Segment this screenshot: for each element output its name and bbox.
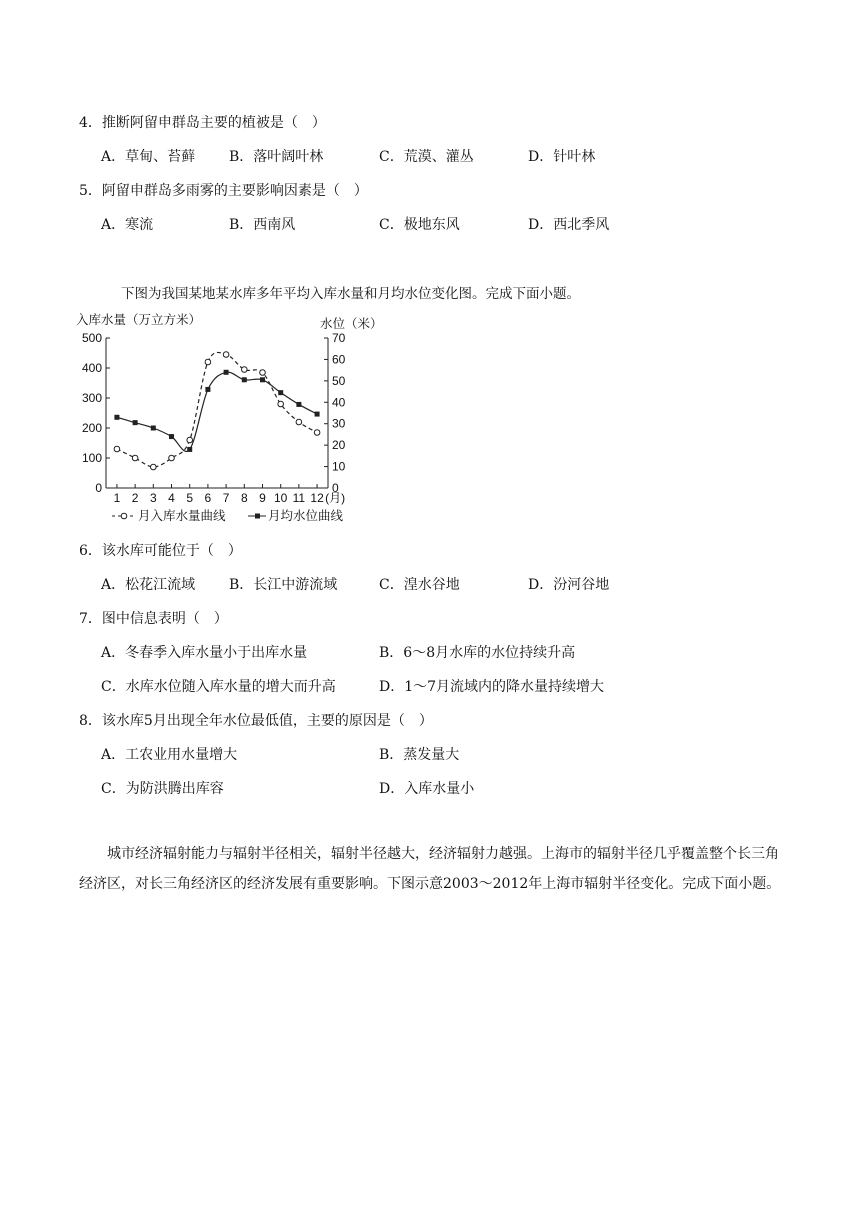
x-tick-label: 12 bbox=[310, 491, 324, 505]
water-level-data-point bbox=[205, 387, 210, 392]
inflow-data-point bbox=[187, 437, 193, 443]
water-level-data-point bbox=[169, 434, 174, 439]
y-right-tick-label: 0 bbox=[332, 481, 339, 495]
inflow-data-point bbox=[132, 455, 138, 461]
reservoir-intro-text: 下图为我国某地某水库多年平均入库水量和月均水位变化图。完成下面小题。 bbox=[121, 286, 580, 302]
question-4-option-a: A．草甸、苔藓 bbox=[101, 149, 196, 165]
x-tick-label: 7 bbox=[222, 491, 230, 505]
y-right-tick-label: 40 bbox=[332, 395, 346, 410]
question-6-option-b: B．长江中游流域 bbox=[229, 577, 338, 593]
water-level-data-point bbox=[187, 447, 192, 452]
x-tick-label: 6 bbox=[204, 491, 212, 505]
y-right-tick-label: 30 bbox=[332, 416, 346, 431]
question-8-option-c: C．为防洪腾出库容 bbox=[101, 781, 224, 797]
chart-legend bbox=[112, 508, 344, 523]
question-7-option-a: A．冬春季入库水量小于出库水量 bbox=[101, 645, 308, 661]
series-line-1 bbox=[117, 352, 317, 467]
question-6-option-d: D．汾河谷地 bbox=[528, 577, 610, 593]
y-left-tick-label: 400 bbox=[81, 361, 102, 375]
y-right-tick-label: 50 bbox=[332, 373, 346, 388]
legend-inflow-swatch-marker bbox=[121, 513, 127, 519]
question-8-option-b: B．蒸发量大 bbox=[379, 747, 460, 763]
question-7-option-b: B．6～8月水库的水位持续升高 bbox=[379, 645, 576, 661]
question-8-stem: 8．该水库5月出现全年水位最低值，主要的原因是（ ） bbox=[79, 713, 433, 729]
water-level-data-point bbox=[114, 415, 119, 420]
chart-series bbox=[114, 352, 320, 470]
x-tick-label: 10 bbox=[274, 491, 288, 505]
water-level-data-point bbox=[296, 402, 301, 407]
question-7-stem: 7．图中信息表明（ ） bbox=[79, 611, 228, 627]
question-5-option-a: A．寒流 bbox=[101, 217, 154, 233]
question-4-option-b: B．落叶阔叶林 bbox=[229, 149, 324, 165]
legend-inflow-label: 月入库水量曲线 bbox=[138, 509, 226, 523]
water-level-data-point bbox=[260, 377, 265, 382]
shanghai-intro-text: 城市经济辐射能力与辐射半径相关，辐射半径越大，经济辐射力越强。上海市的辐射半径几乎覆盖整个长三角经济区，对长三角经济区的经济发展有重要影响。下图示意2003～2012年上海市辐射半径变化。完成下面小题。 bbox=[79, 846, 781, 892]
legend-level-swatch-marker bbox=[255, 514, 260, 519]
x-tick-label: 9 bbox=[259, 491, 266, 505]
y-right-tick-label: 70 bbox=[332, 331, 346, 345]
chart-axes bbox=[82, 331, 346, 505]
inflow-data-point bbox=[151, 464, 157, 470]
question-5-option-b: B．西南风 bbox=[229, 217, 296, 233]
question-6-option-c: C．湟水谷地 bbox=[379, 577, 460, 593]
x-tick-label: 1 bbox=[113, 491, 121, 505]
inflow-data-point bbox=[114, 446, 120, 452]
y-left-tick-label: 200 bbox=[81, 421, 102, 435]
x-tick-label: 3 bbox=[149, 491, 157, 505]
legend-level-label: 月均水位曲线 bbox=[268, 509, 344, 523]
shanghai-intro-paragraph bbox=[79, 839, 781, 899]
question-4-option-c: C．荒漠、灌丛 bbox=[379, 149, 474, 165]
y-left-tick-label: 0 bbox=[95, 481, 102, 495]
water-level-data-point bbox=[224, 370, 229, 375]
x-tick-label: 11 bbox=[292, 491, 306, 505]
question-6-option-a: A．松花江流域 bbox=[101, 577, 196, 593]
question-5-stem: 5．阿留申群岛多雨雾的主要影响因素是（ ） bbox=[79, 183, 368, 199]
y-left-tick-label: 500 bbox=[81, 331, 102, 345]
inflow-data-point bbox=[205, 359, 211, 365]
water-level-data-point bbox=[242, 377, 247, 382]
x-tick-label: 5 bbox=[186, 491, 194, 505]
x-axis-unit-label: (月) bbox=[325, 491, 346, 505]
question-4-stem: 4．推断阿留申群岛主要的植被是（ ） bbox=[79, 115, 326, 131]
question-5-option-c: C．极地东风 bbox=[379, 217, 460, 233]
x-tick-label: 8 bbox=[240, 491, 248, 505]
y-left-axis-label: 入库水量（万立方米） bbox=[76, 313, 202, 327]
inflow-data-point bbox=[278, 401, 284, 407]
y-right-tick-label: 60 bbox=[332, 352, 346, 367]
reservoir-chart bbox=[70, 308, 390, 530]
x-tick-label: 2 bbox=[131, 491, 139, 505]
inflow-data-point bbox=[314, 430, 320, 436]
question-4-option-d: D．针叶林 bbox=[528, 149, 596, 165]
y-left-tick-label: 100 bbox=[81, 451, 102, 465]
water-level-data-point bbox=[133, 420, 138, 425]
question-7-option-c: C．水库水位随入库水量的增大而升高 bbox=[101, 679, 336, 695]
inflow-data-point bbox=[260, 370, 266, 376]
question-6-stem: 6．该水库可能位于（ ） bbox=[79, 543, 242, 559]
question-8-option-a: A．工农业用水量增大 bbox=[101, 747, 238, 763]
question-5-option-d: D．西北季风 bbox=[528, 217, 610, 233]
x-tick-label: 4 bbox=[168, 491, 175, 505]
y-right-axis-label: 水位（米） bbox=[320, 317, 383, 331]
y-left-tick-label: 300 bbox=[81, 391, 102, 405]
inflow-data-point bbox=[223, 352, 229, 358]
question-8-option-d: D．入库水量小 bbox=[379, 781, 475, 797]
y-right-tick-label: 10 bbox=[332, 459, 346, 474]
water-level-data-point bbox=[278, 390, 283, 395]
inflow-data-point bbox=[241, 367, 247, 373]
inflow-data-point bbox=[169, 455, 175, 461]
water-level-data-point bbox=[315, 412, 320, 417]
inflow-data-point bbox=[296, 419, 302, 425]
question-7-option-d: D．1～7月流域内的降水量持续增大 bbox=[379, 679, 605, 695]
y-right-tick-label: 20 bbox=[332, 438, 346, 453]
water-level-data-point bbox=[151, 426, 156, 431]
